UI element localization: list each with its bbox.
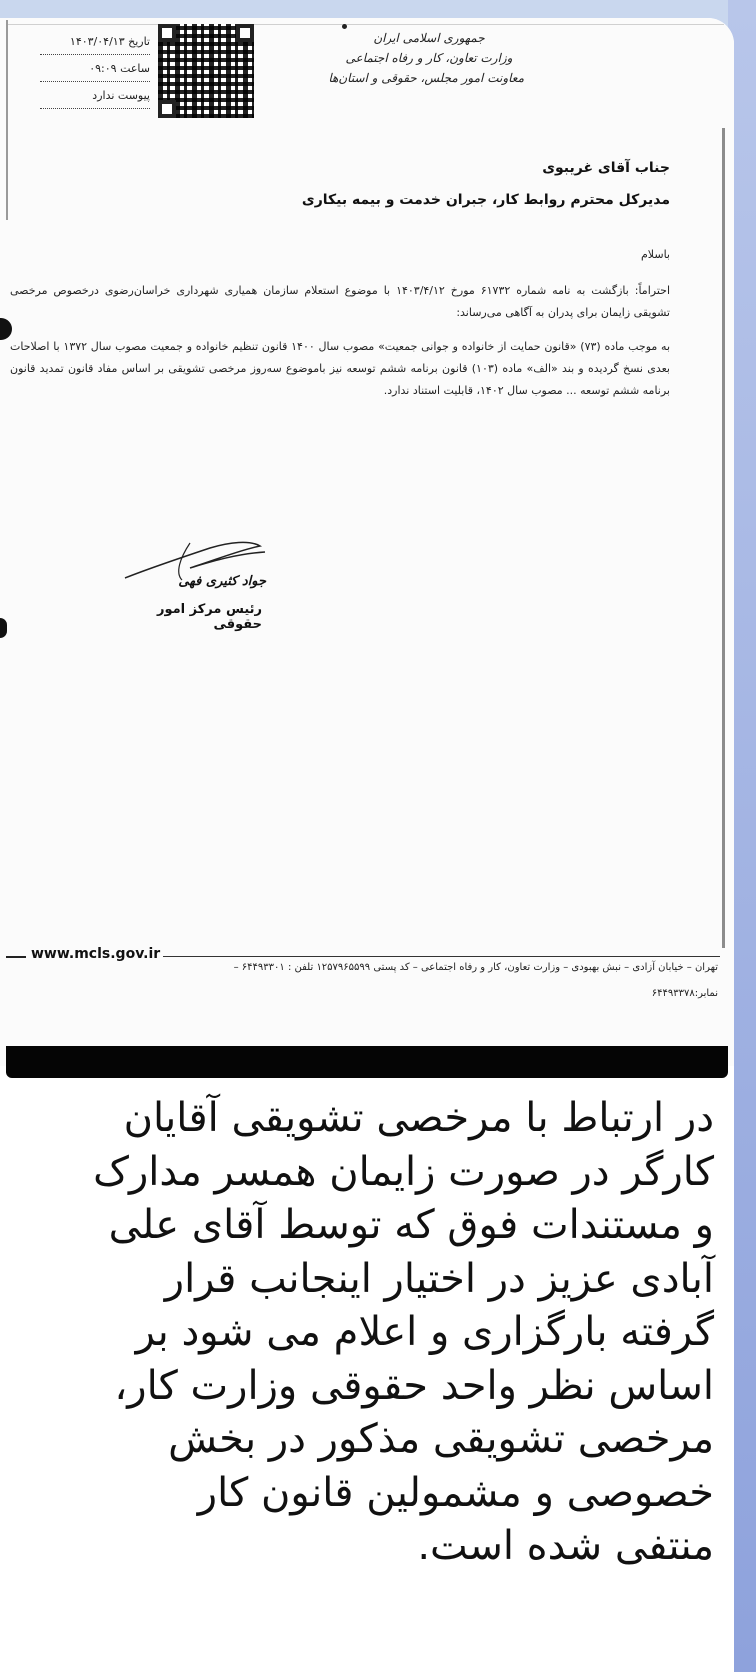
ministry-website: www.mcls.gov.ir	[28, 946, 163, 962]
message-bubble[interactable]	[0, 18, 734, 1672]
letter-paragraph: به موجب ماده (۷۳) «قانون حمایت از خانواده و جوانی جمعیت» مصوب سال ۱۴۰۰ قانون تنظیم خانواده و جمعیت مصوب سال ۱۳۷۲ با اصلاحات بعدی نسخ گردیده و بند «الف» ماده (۱۰۳) قانون برنامه ششم توسعه نیز باموضوع سه‌روز مرخصی تشویقی بر اساس مفاد قانون تمدید قانون برنامه ششم توسعه ... مصوب سال ۱۴۰۲، قابلیت استناد ندارد.	[10, 340, 671, 397]
caption-line: اساس نظر واحد حقوقی وزارت کار،	[114, 1362, 714, 1409]
signer-name: جواد کثیری فهی	[178, 574, 266, 589]
addressee-name: جناب آقای غریبوی	[542, 160, 670, 176]
addressee-title: مدیرکل محترم روابط کار، جبران خدمت و بیمه بیکاری	[301, 192, 670, 208]
paper-edge	[6, 24, 724, 25]
meta-time: ساعت ۰۹:۰۹	[40, 57, 150, 82]
caption-line: گرفته بارگزاری و اعلام می شود بر	[135, 1309, 714, 1355]
footer-rule	[160, 956, 720, 957]
message-caption	[24, 1092, 714, 1574]
caption-line: منتفی شده است.	[417, 1523, 714, 1569]
letter-paragraph: احتراماً: بازگشت به نامه شماره ۶۱۷۳۲ مورخ ۱۴۰۳/۴/۱۲ با موضوع استعلام سازمان همیاری شهرداری خراسان‌رضوی درخصوص مرخصی تشویقی زایمان برای پدران به آگاهی می‌رساند:	[10, 284, 670, 319]
ministry-letterhead: جمهوری اسلامی ایران وزارت تعاون، کار و رفاه اجتماعی معاونت امور مجلس، حقوقی و استان‌ها	[328, 31, 524, 85]
caption-line: آبادی عزیز در اختیار اینجانب قرار	[164, 1255, 714, 1302]
ministry-fax: نمابر:۶۴۴۹۳۳۷۸	[651, 988, 718, 999]
image-bottom-bar	[6, 1046, 728, 1078]
paper-edge	[6, 20, 8, 220]
caption-line: کارگر در صورت زایمان همسر مدارک	[93, 1148, 714, 1195]
caption-line: مرخصی تشویقی مذکور در بخش	[168, 1416, 714, 1462]
punch-hole	[0, 618, 7, 638]
document-image[interactable]	[0, 18, 734, 1066]
qr-code-icon	[158, 24, 254, 118]
paper-edge	[722, 128, 725, 948]
caption-line: در ارتباط با مرخصی تشویقی آقایان	[123, 1095, 714, 1141]
footer-rule	[6, 956, 26, 958]
caption-line: و مستندات فوق که توسط آقای علی	[108, 1202, 714, 1248]
ministry-address: تهران – خیابان آزادی – نبش بهبودی – وزارت تعاون، کار و رفاه اجتماعی – کد پستی ۱۲۵۷۹۶۵۵۹۹ تلفن : ۶۴۴۹۳۳۰۱ –	[233, 962, 718, 973]
letter-meta	[40, 30, 150, 111]
caption-line: خصوصی و مشمولین قانون کار	[197, 1469, 714, 1516]
signer-title: رئیس مرکز امور حقوقی	[156, 602, 262, 632]
meta-date: تاریخ ۱۴۰۳/۰۴/۱۳	[40, 30, 150, 55]
greeting: باسلام	[640, 248, 670, 261]
meta-attachment: پیوست ندارد	[40, 84, 150, 109]
